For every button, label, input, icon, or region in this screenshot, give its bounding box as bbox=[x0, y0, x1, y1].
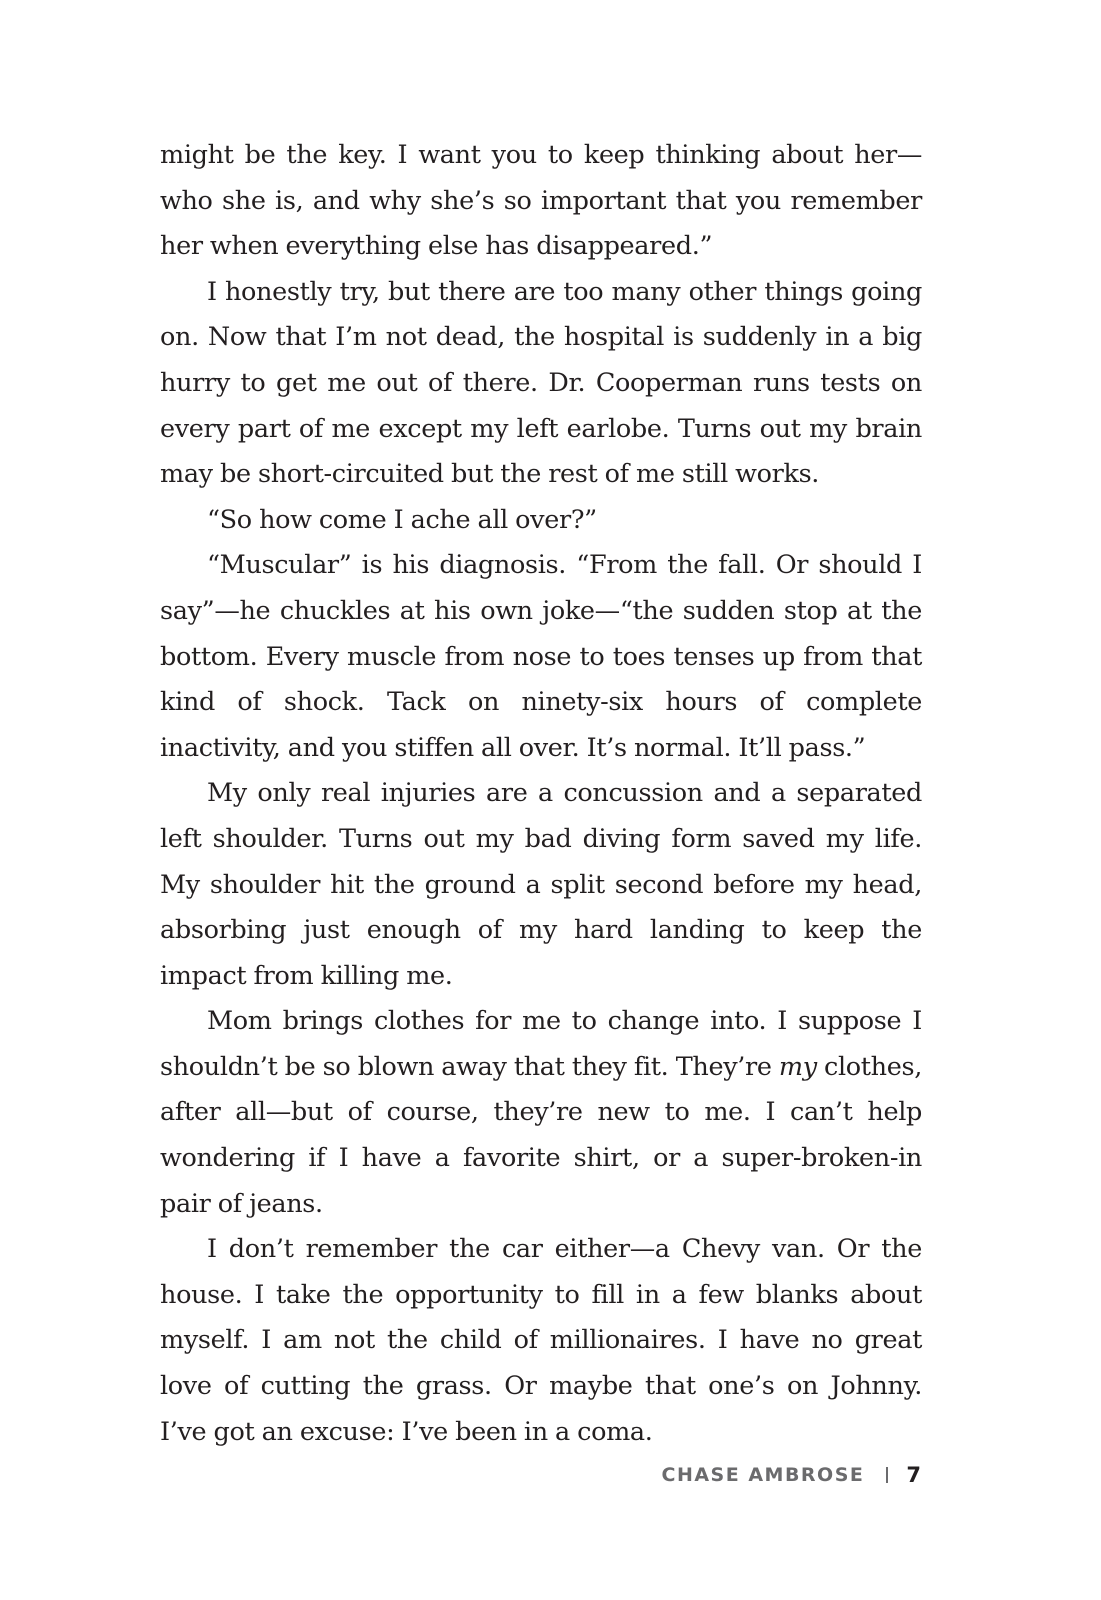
running-head: CHASE AMBROSE bbox=[661, 1464, 865, 1486]
footer-divider bbox=[886, 1467, 888, 1483]
emphasized-word: my bbox=[778, 1051, 817, 1082]
paragraph: My only real injuries are a concussion and a separated left shoulder. Turns out my bad diving form saved my life. My shoulder hit the ground a split second before my head, absorbing just enough of my hard landing to keep the impact from killing me. bbox=[160, 778, 922, 991]
paragraph-text-before-emphasis: Mom brings clothes for me to change into. I suppose I shouldn’t be so blown away that they fit. They’re bbox=[160, 1006, 922, 1082]
paragraph: I honestly try, but there are too many other things going on. Now that I’m not dead, the hospital is suddenly in a big hurry to get me out of there. Dr. Cooperman runs tests on every part of me except my left earlobe. Turns out my brain may be short-circuited but the rest of me still works. bbox=[160, 276, 922, 490]
paragraph: “Muscular” is his diagnosis. “From the fall. Or should I say”—he chuckles at his own joke—“the sudden stop at the bottom. Every muscle from nose to toes tenses up from that kind of shock. Tack on ninety-six hours of complete inactivity, and you stiffen all over. It’s normal. It’ll pass.” bbox=[160, 550, 922, 763]
paragraph-text-after-emphasis: clothes, after all—but of course, they’re new to me. I can’t help wondering if I have a favorite shirt, or a super-broken-in pair of jeans. bbox=[160, 1051, 922, 1219]
paragraph: I don’t remember the car either—a Chevy van. Or the house. I take the opportunity to fill in a few blanks about myself. I am not the child of millionaires. I have no great love of cutting the grass. Or maybe that one’s on Johnny. I’ve got an excuse: I’ve been in a coma. bbox=[160, 1234, 922, 1447]
page-footer bbox=[662, 1460, 922, 1490]
page-number: 7 bbox=[906, 1463, 921, 1487]
paragraph bbox=[160, 999, 922, 1227]
body-text bbox=[160, 133, 922, 1455]
paragraph: “So how come I ache all over?” bbox=[207, 504, 597, 535]
paragraph-continued: might be the key. I want you to keep thinking about her—who she is, and why she’s so important that you remember her when everything else has disappeared.” bbox=[160, 140, 922, 262]
